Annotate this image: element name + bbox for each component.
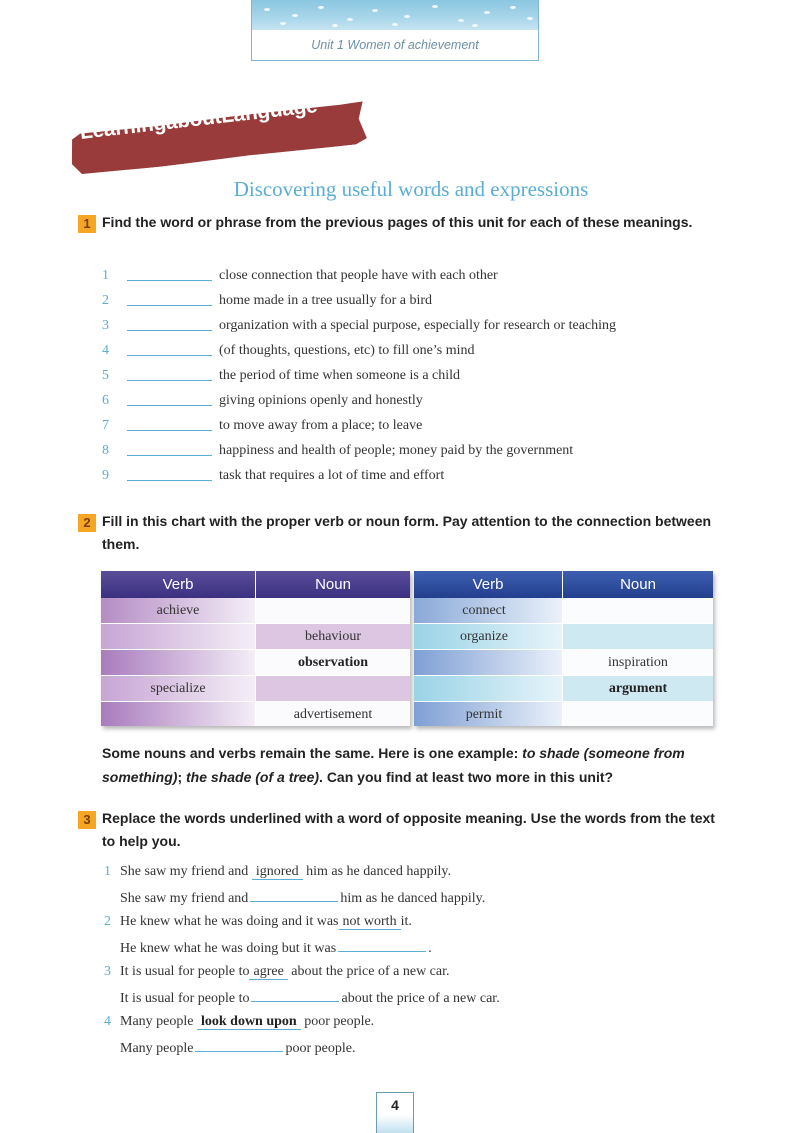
- ex3-sentence: 4 Many people look down upon poor people.: [104, 1014, 375, 1029]
- answer-blank[interactable]: [195, 1039, 283, 1052]
- table-cell: achieve: [156, 603, 200, 618]
- table-cell[interactable]: [414, 676, 554, 701]
- answer-blank[interactable]: [127, 443, 212, 456]
- header-water-image: [252, 0, 538, 30]
- unit-title: Unit 1 Women of achievement: [311, 38, 479, 52]
- table-cell[interactable]: [414, 650, 554, 675]
- page-number: 4: [376, 1092, 414, 1133]
- exercise-3-number: 3: [78, 811, 96, 829]
- table-cell[interactable]: [563, 702, 713, 727]
- table-header-verb: Verb: [414, 571, 562, 598]
- underlined-word: agree: [249, 964, 287, 980]
- table-cell[interactable]: [101, 650, 255, 675]
- table-cell: observation: [298, 655, 368, 670]
- exercise-2-instruction: Fill in this chart with the proper verb or noun form. Pay attention to the connection between them.: [102, 513, 712, 552]
- table-cell: specialize: [150, 681, 206, 696]
- answer-blank[interactable]: [127, 468, 212, 481]
- answer-blank[interactable]: [127, 268, 212, 281]
- underlined-word: look down upon: [197, 1014, 301, 1030]
- note-example: to shade (someone from something): [102, 745, 685, 785]
- answer-blank[interactable]: [338, 939, 426, 952]
- underlined-word: not worth: [339, 914, 401, 930]
- exercise-1-instruction: Find the word or phrase from the previous pages of this unit for each of these meanings.: [102, 214, 693, 230]
- table-cell: behaviour: [305, 629, 361, 644]
- answer-blank[interactable]: [127, 318, 212, 331]
- ex3-sentence: 1 She saw my friend and ignored him as he danced happily.: [104, 864, 451, 879]
- table-cell: inspiration: [608, 655, 668, 670]
- table-cell: advertisement: [293, 707, 373, 722]
- ex3-sentence: 3 It is usual for people to agree about the price of a new car.: [104, 964, 450, 979]
- exercise-1-number: 1: [78, 215, 96, 233]
- answer-blank[interactable]: [127, 368, 212, 381]
- unit-header: [251, 0, 539, 61]
- table-cell[interactable]: [101, 702, 255, 727]
- exercise-3-instruction: Replace the words underlined with a word of opposite meaning. Use the words from the text to help you.: [102, 810, 715, 849]
- answer-blank[interactable]: [127, 343, 212, 356]
- answer-blank[interactable]: [250, 889, 338, 902]
- ex3-rewrite: It is usual for people to about the price of a new car.: [120, 991, 500, 1006]
- table-cell[interactable]: [101, 624, 255, 649]
- table-cell: organize: [460, 629, 508, 644]
- verb-noun-table-left: [101, 571, 410, 726]
- ex3-rewrite: She saw my friend and him as he danced happily.: [120, 891, 486, 906]
- table-cell: connect: [462, 603, 506, 618]
- table-cell[interactable]: [563, 598, 713, 623]
- table-cell[interactable]: [256, 676, 410, 701]
- table-cell: argument: [608, 681, 668, 696]
- ex3-rewrite: Many people poor people.: [120, 1041, 356, 1056]
- underlined-word: ignored: [252, 864, 303, 880]
- ex3-rewrite: He knew what he was doing but it was .: [120, 941, 432, 956]
- exercise-2-number: 2: [78, 514, 96, 532]
- ex3-sentence: 2 He knew what he was doing and it was not worth it.: [104, 914, 412, 929]
- answer-blank[interactable]: [251, 989, 339, 1002]
- section-badge-label: LearningaboutLanguage: [78, 94, 319, 144]
- verb-noun-table-right: [414, 571, 713, 726]
- answer-blank[interactable]: [127, 393, 212, 406]
- section-subtitle: Discovering useful words and expressions: [233, 177, 589, 201]
- table-cell[interactable]: [256, 598, 410, 623]
- table-header-noun: Noun: [563, 571, 713, 598]
- exercise-2-note: Some nouns and verbs remain the same. Here is one example: to shade (someone from something); the shade (of a tree). Can you find at least two more in this unit?: [102, 745, 685, 785]
- answer-blank[interactable]: [127, 293, 212, 306]
- table-cell: permit: [465, 707, 503, 722]
- answer-blank[interactable]: [127, 418, 212, 431]
- table-cell[interactable]: [563, 624, 713, 649]
- table-header-verb: Verb: [101, 571, 255, 598]
- note-example: the shade (of a tree): [186, 769, 320, 785]
- table-header-noun: Noun: [256, 571, 410, 598]
